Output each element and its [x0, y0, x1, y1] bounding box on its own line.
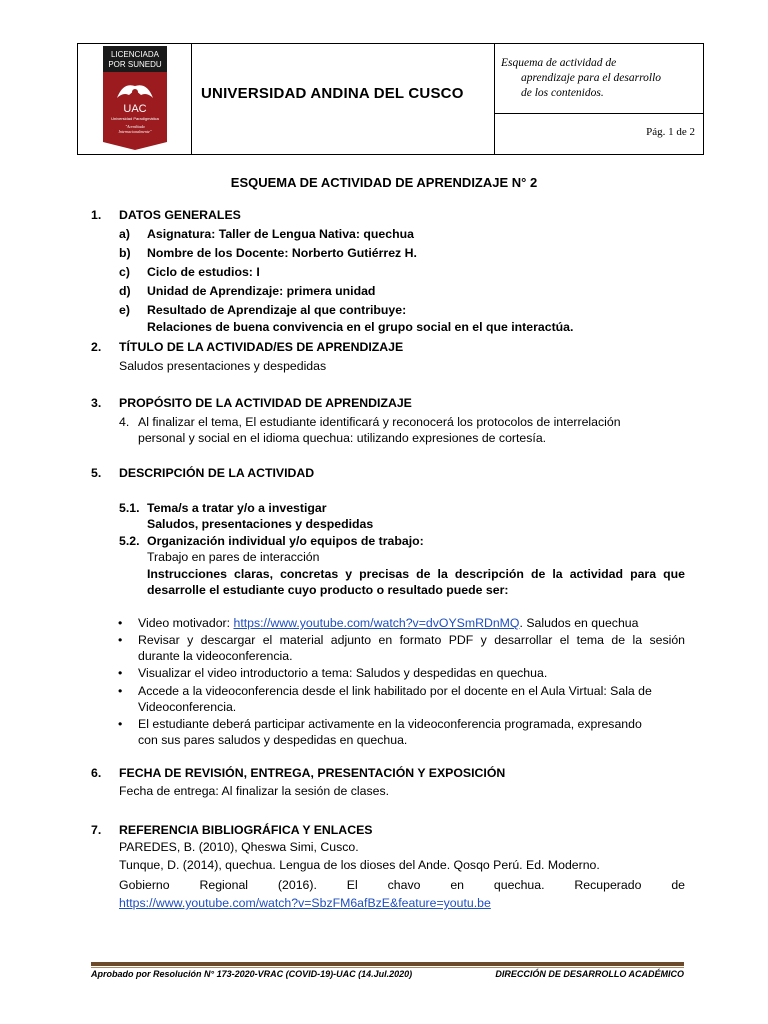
bullet-1-suffix: . Saludos en quechua	[519, 616, 639, 630]
section-6-number: 6.	[91, 766, 102, 780]
description-cell	[494, 44, 703, 154]
section-1-number: 1.	[91, 208, 102, 222]
footer-department: DIRECCIÓN DE DESARROLLO ACADÉMICO	[495, 969, 684, 979]
logo-cell	[78, 44, 192, 154]
section-3-number: 3.	[91, 396, 102, 410]
logo-text-sub2: "Acreditada	[125, 124, 145, 129]
bullet-4-marker: •	[118, 684, 123, 698]
section-7-title: REFERENCIA BIBLIOGRÁFICA Y ENLACES	[119, 823, 373, 837]
item-d-text: Unidad de Aprendizaje: primera unidad	[147, 284, 376, 298]
bullet-5-line-2: con sus pares saludos y despedidas en quechua.	[138, 733, 408, 747]
reference-3: Gobierno Regional (2016). El chavo en quechua. Recuperado de	[119, 878, 685, 892]
subsection-5-2-title: Organización individual y/o equipos de trabajo:	[147, 534, 424, 548]
item-c-text: Ciclo de estudios: I	[147, 265, 260, 279]
subsection-5-2-text: Trabajo en pares de interacción	[147, 550, 320, 564]
bullet-2-marker: •	[118, 633, 123, 647]
footer-approval: Aprobado por Resolución N° 173-2020-VRAC (COVID-19)-UAC (14.Jul.2020)	[91, 969, 413, 979]
section-2-title: TÍTULO DE LA ACTIVIDAD/ES DE APRENDIZAJE	[119, 340, 404, 354]
item-e-detail: Relaciones de buena convivencia en el grupo social en el que interactúa.	[147, 320, 574, 334]
reference-1: PAREDES, B. (2010), Qheswa Simi, Cusco.	[119, 840, 359, 854]
item-a-letter: a)	[119, 227, 130, 241]
page-number: Pág. 1 de 2	[646, 126, 695, 138]
logo-text-top: LICENCIADA	[110, 50, 160, 59]
item-e-letter: e)	[119, 303, 130, 317]
section-5-number: 5.	[91, 466, 102, 480]
section-3-title: PROPÓSITO DE LA ACTIVIDAD DE APRENDIZAJE	[119, 396, 412, 410]
item-d-letter: d)	[119, 284, 131, 298]
uac-logo	[103, 46, 167, 150]
desc-line-3: de los contenidos.	[521, 87, 604, 99]
logo-text-uac: UAC	[123, 103, 147, 115]
bullet-1	[138, 615, 638, 631]
header-table	[77, 43, 704, 155]
item-e-text: Resultado de Aprendizaje al que contribuye:	[147, 303, 407, 317]
item-b-letter: b)	[119, 246, 131, 260]
document-title: ESQUEMA DE ACTIVIDAD DE APRENDIZAJE N° 2	[230, 175, 538, 190]
bullet-2-line-1: Revisar y descargar el material adjunto en formato PDF y desarrollar el tema de la sesión	[138, 633, 685, 647]
purpose-line-1: Al finalizar el tema, El estudiante identificará y reconocerá los protocolos de interrelación	[138, 415, 621, 429]
reference-3-link[interactable]: https://www.youtube.com/watch?v=SbzFM6afBzE&feature=youtu.be	[119, 896, 491, 910]
desc-line-2: aprendizaje para el desarrollo	[521, 72, 662, 84]
section-1-title: DATOS GENERALES	[119, 208, 241, 222]
logo-text-sub3: Internacionalmente"	[118, 129, 152, 134]
subsection-5-1-number: 5.1.	[119, 501, 140, 515]
item-c-letter: c)	[119, 265, 130, 279]
instructions-line-2: desarrolle el estudiante cuyo producto o resultado puede ser:	[147, 583, 509, 597]
logo-text-top2: POR SUNEDU	[108, 60, 162, 69]
instructions-line-1: Instrucciones claras, concretas y precisas de la descripción de la actividad para que	[147, 567, 685, 581]
university-cell	[191, 44, 495, 154]
reference-2: Tunque, D. (2014), quechua. Lengua de los dioses del Ande. Qosqo Perú. Ed. Moderno.	[119, 858, 600, 872]
bullet-5-marker: •	[118, 717, 123, 731]
subsection-5-1-text: Saludos, presentaciones y despedidas	[147, 517, 374, 531]
logo-text-sub: Universidad Paradigmática	[111, 116, 159, 121]
item-a-text: Asignatura: Taller de Lengua Nativa: quechua	[147, 227, 414, 241]
section-5-title: DESCRIPCIÓN DE LA ACTIVIDAD	[119, 466, 315, 480]
section-6-title: FECHA DE REVISIÓN, ENTREGA, PRESENTACIÓN Y EXPOSICIÓN	[119, 766, 506, 780]
footer-rule	[91, 962, 684, 966]
bullet-1-prefix: Video motivador:	[138, 616, 234, 630]
section-2-text: Saludos presentaciones y despedidas	[119, 359, 327, 373]
video-motivador-link[interactable]: https://www.youtube.com/watch?v=dvOYSmRDnMQ	[233, 616, 520, 630]
bullet-1-marker: •	[118, 616, 123, 630]
university-name: UNIVERSIDAD ANDINA DEL CUSCO	[201, 85, 464, 102]
cell-divider	[494, 113, 703, 114]
bullet-2-line-2: durante la videoconferencia.	[138, 649, 293, 663]
bullet-4-line-1: Accede a la videoconferencia desde el link habilitado por el docente en el Aula Virtual: Sala de	[138, 684, 652, 698]
bullet-4-line-2: Videoconferencia.	[138, 700, 237, 714]
document-description	[501, 56, 697, 101]
bullet-5-line-1: El estudiante deberá participar activamente en la videoconferencia programada, expresando	[138, 717, 642, 731]
section-6-text: Fecha de entrega: Al finalizar la sesión de clases.	[119, 784, 390, 798]
bullet-3: Visualizar el video introductorio a tema: Saludos y despedidas en quechua.	[138, 666, 548, 680]
desc-line-1: Esquema de actividad de	[501, 57, 617, 69]
subsection-5-2-number: 5.2.	[119, 534, 140, 548]
purpose-item-number: 4.	[119, 415, 130, 429]
section-7-number: 7.	[91, 823, 102, 837]
footer-rule-thin	[91, 967, 684, 968]
purpose-line-2: personal y social en el idioma quechua: utilizando expresiones de cortesía.	[138, 431, 547, 445]
item-b-text: Nombre de los Docente: Norberto Gutiérrez H.	[147, 246, 417, 260]
subsection-5-1-title: Tema/s a tratar y/o a investigar	[147, 501, 327, 515]
section-2-number: 2.	[91, 340, 102, 354]
bullet-3-marker: •	[118, 666, 123, 680]
